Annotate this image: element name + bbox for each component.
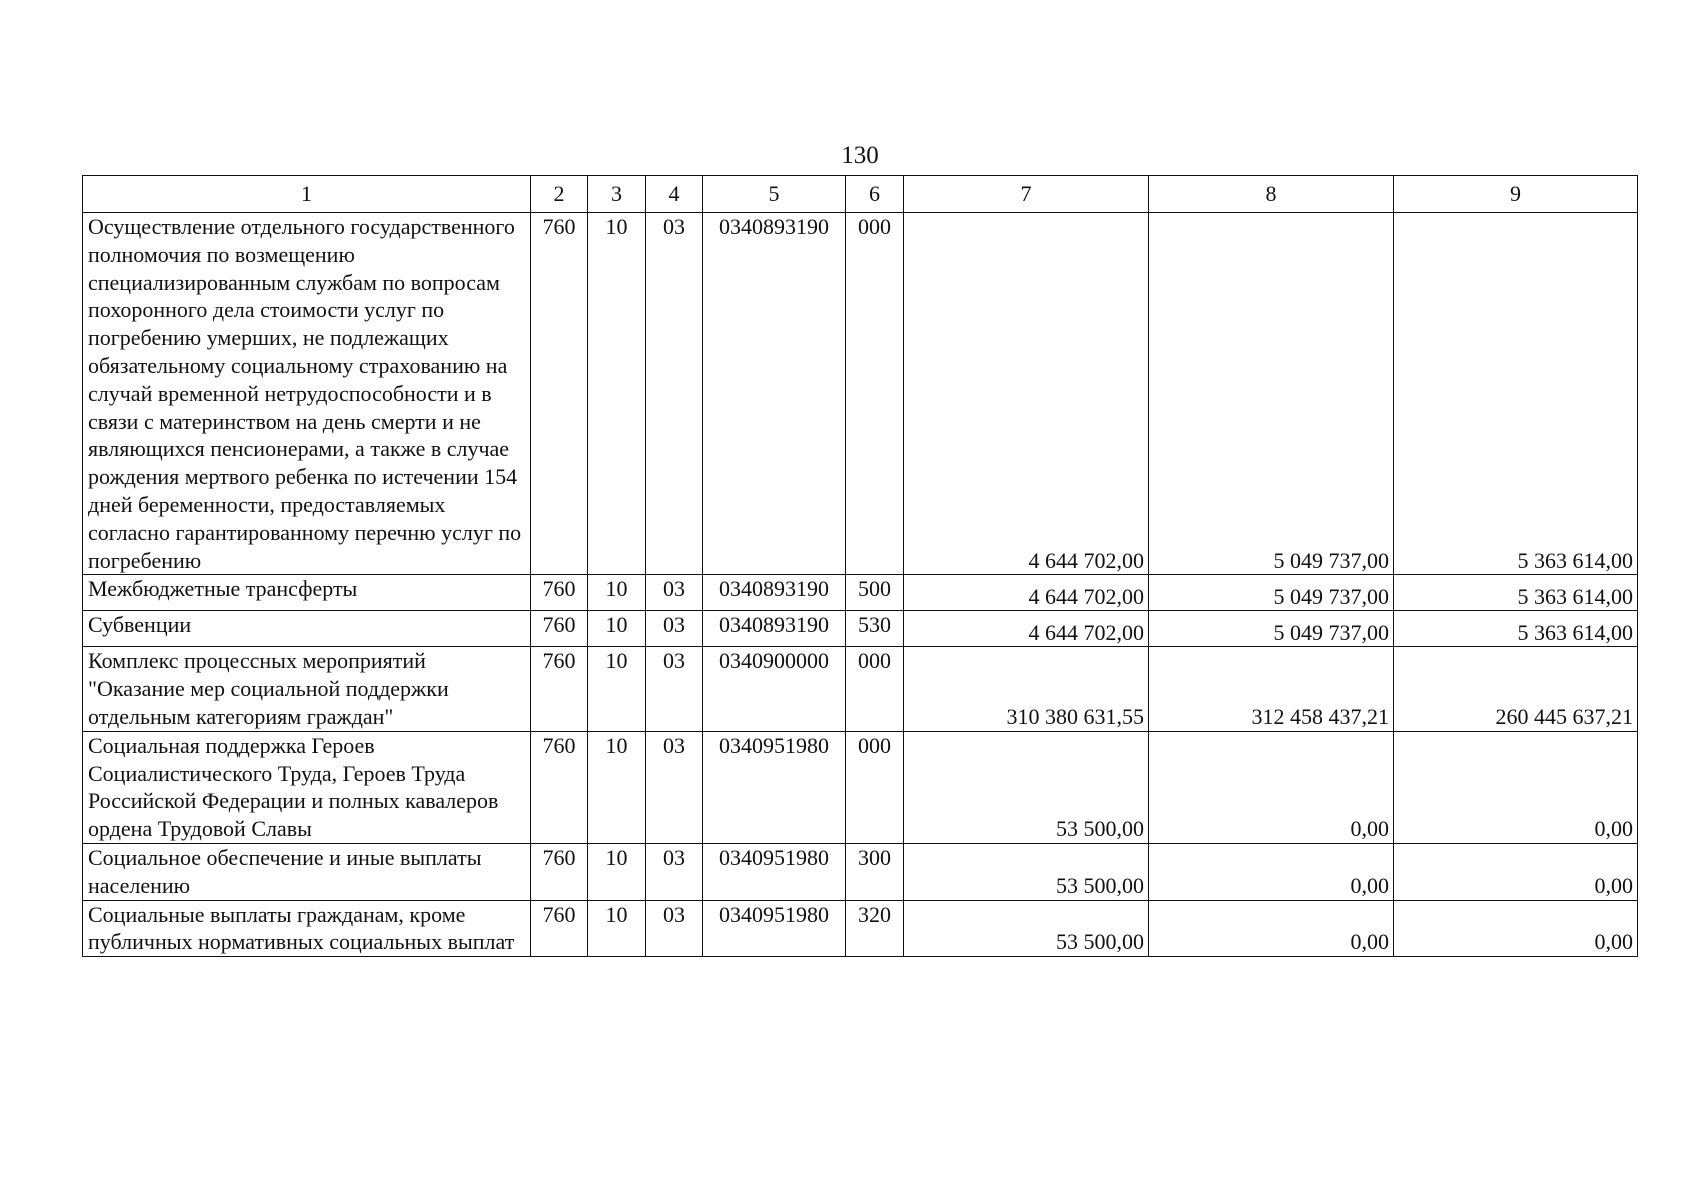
row-expense-type-code: 300: [846, 843, 904, 900]
row-amount-col9: 5 363 614,00: [1394, 611, 1638, 647]
table-row: [83, 575, 1638, 611]
row-amount-col9: 260 445 637,21: [1394, 647, 1638, 731]
row-amount-col8: 0,00: [1149, 900, 1394, 957]
budget-table: [82, 175, 1638, 957]
row-expense-type-code: 000: [846, 647, 904, 731]
row-name: Комплекс процессных мероприятий "Оказание мер социальной поддержки отдельным категориям граждан": [83, 647, 531, 731]
header-col-8: 8: [1149, 176, 1394, 213]
row-target-code: 0340900000: [703, 647, 846, 731]
header-col-5: 5: [703, 176, 846, 213]
row-section-code: 10: [588, 575, 646, 611]
row-section-code: 10: [588, 611, 646, 647]
row-admin-code: 760: [531, 611, 588, 647]
row-subsection-code: 03: [646, 213, 703, 575]
row-target-code: 0340893190: [703, 611, 846, 647]
page-number: 130: [841, 142, 879, 169]
row-amount-col8: 0,00: [1149, 843, 1394, 900]
row-amount-col7: 4 644 702,00: [904, 213, 1149, 575]
row-name: Социальные выплаты гражданам, кроме публичных нормативных социальных выплат: [83, 900, 531, 957]
header-col-6: 6: [846, 176, 904, 213]
row-target-code: 0340951980: [703, 731, 846, 843]
table-row: [83, 213, 1638, 575]
row-expense-type-code: 000: [846, 731, 904, 843]
row-name: Межбюджетные трансферты: [83, 575, 531, 611]
header-col-7: 7: [904, 176, 1149, 213]
row-section-code: 10: [588, 213, 646, 575]
row-amount-col7: 4 644 702,00: [904, 575, 1149, 611]
row-name: Социальное обеспечение и иные выплаты населению: [83, 843, 531, 900]
row-section-code: 10: [588, 647, 646, 731]
row-expense-type-code: 320: [846, 900, 904, 957]
row-amount-col8: 5 049 737,00: [1149, 213, 1394, 575]
row-amount-col9: 0,00: [1394, 843, 1638, 900]
row-amount-col7: 53 500,00: [904, 900, 1149, 957]
table-row: [83, 611, 1638, 647]
row-subsection-code: 03: [646, 575, 703, 611]
row-amount-col8: 5 049 737,00: [1149, 611, 1394, 647]
row-subsection-code: 03: [646, 843, 703, 900]
row-section-code: 10: [588, 731, 646, 843]
row-subsection-code: 03: [646, 731, 703, 843]
header-col-9: 9: [1394, 176, 1638, 213]
row-amount-col9: 0,00: [1394, 731, 1638, 843]
row-amount-col7: 4 644 702,00: [904, 611, 1149, 647]
row-amount-col8: 0,00: [1149, 731, 1394, 843]
header-row: [83, 176, 1638, 213]
row-expense-type-code: 500: [846, 575, 904, 611]
row-expense-type-code: 530: [846, 611, 904, 647]
row-name: Осуществление отдельного государственного полномочия по возмещению специализированным службам по вопросам похоронного дела стоимости услуг по погребению умерших, не подлежащих обязательному социальному страхованию на случай временной нетрудоспособности и в связи с материнством на день смерти и не являющихся пенсионерами, а также в случае рождения мертвого ребенка по истечении 154 дней беременности, предоставляемых согласно гарантированному перечню услуг по погребению: [83, 213, 531, 575]
header-col-2: 2: [531, 176, 588, 213]
row-subsection-code: 03: [646, 647, 703, 731]
table-row: [83, 647, 1638, 731]
row-amount-col7: 310 380 631,55: [904, 647, 1149, 731]
header-col-4: 4: [646, 176, 703, 213]
row-admin-code: 760: [531, 900, 588, 957]
row-amount-col8: 312 458 437,21: [1149, 647, 1394, 731]
row-section-code: 10: [588, 843, 646, 900]
row-amount-col9: 5 363 614,00: [1394, 575, 1638, 611]
row-admin-code: 760: [531, 647, 588, 731]
row-admin-code: 760: [531, 213, 588, 575]
row-target-code: 0340893190: [703, 213, 846, 575]
row-amount-col8: 5 049 737,00: [1149, 575, 1394, 611]
row-name: Социальная поддержка Героев Социалистического Труда, Героев Труда Российской Федерации и полных кавалеров ордена Трудовой Славы: [83, 731, 531, 843]
row-admin-code: 760: [531, 575, 588, 611]
row-subsection-code: 03: [646, 611, 703, 647]
header-col-1: 1: [83, 176, 531, 213]
row-amount-col9: 5 363 614,00: [1394, 213, 1638, 575]
row-name: Субвенции: [83, 611, 531, 647]
row-amount-col7: 53 500,00: [904, 843, 1149, 900]
row-admin-code: 760: [531, 843, 588, 900]
row-amount-col9: 0,00: [1394, 900, 1638, 957]
row-subsection-code: 03: [646, 900, 703, 957]
row-expense-type-code: 000: [846, 213, 904, 575]
row-target-code: 0340951980: [703, 900, 846, 957]
row-admin-code: 760: [531, 731, 588, 843]
table-row: [83, 731, 1638, 843]
header-col-3: 3: [588, 176, 646, 213]
row-target-code: 0340893190: [703, 575, 846, 611]
row-target-code: 0340951980: [703, 843, 846, 900]
table-row: [83, 843, 1638, 900]
row-section-code: 10: [588, 900, 646, 957]
row-amount-col7: 53 500,00: [904, 731, 1149, 843]
table-row: [83, 900, 1638, 957]
